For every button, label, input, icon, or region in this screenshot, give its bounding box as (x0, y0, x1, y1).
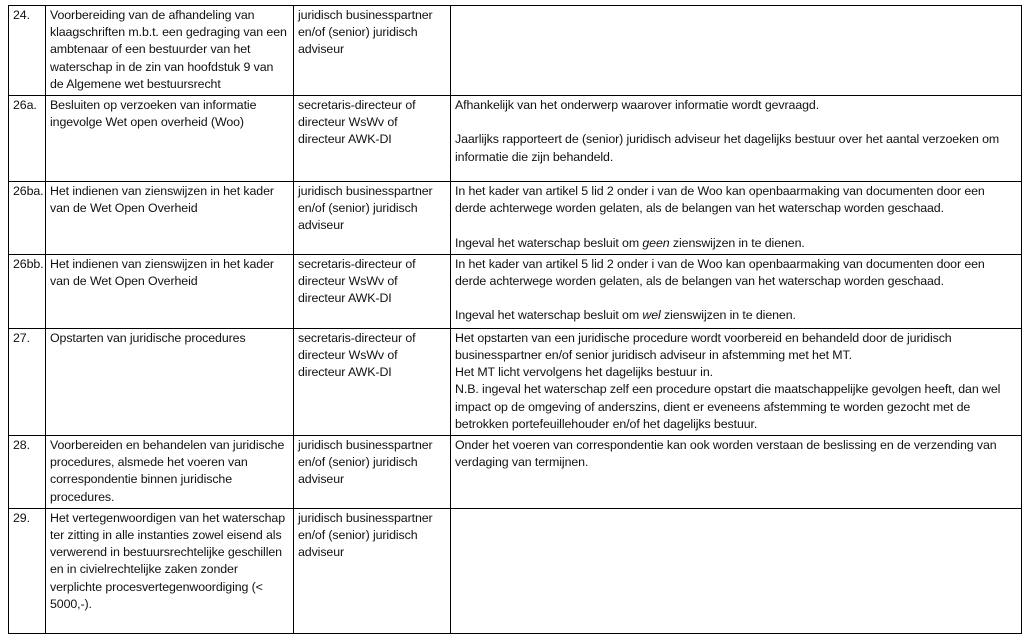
remarks-cell (451, 254, 1022, 328)
responsible-cell (294, 182, 451, 255)
row-number: 26bb. (13, 256, 44, 271)
remarks-text-segment: Onder het voeren van correspondentie kan ook worden verstaan de beslissing en de verzending van verdaging van termijnen. (455, 438, 997, 470)
row-number: 26ba. (13, 184, 44, 199)
table-row (9, 254, 1022, 328)
remarks-text-segment: Ingeval het waterschap besluit om (455, 308, 643, 323)
table-row (9, 182, 1022, 255)
remarks-text-segment: In het kader van artikel 5 lid 2 onder i van de Woo kan openbaarmaking van documenten door een derde achterwege worden gelaten, als de belangen van het waterschap worden geschaad. (455, 184, 985, 216)
responsible-text: juridisch businesspartner en/of (senior) juridisch adviseur (298, 438, 433, 487)
table-row (9, 328, 1022, 435)
task-text: Voorbereiden en behandelen van juridische procedures, alsmede het voeren van correspondentie binnen juridische procedures. (50, 438, 285, 504)
responsible-text: secretaris-directeur of directeur WsWv of directeur AWK-DI (298, 256, 416, 306)
responsible-text: secretaris-directeur of directeur WsWv of directeur AWK-DI (298, 98, 416, 147)
row-number-cell (9, 508, 46, 633)
table-row (9, 508, 1022, 633)
remarks-cell (451, 436, 1022, 509)
responsible-text: juridisch businesspartner en/of (senior) juridisch adviseur (298, 8, 433, 57)
row-number-cell (9, 96, 46, 182)
remarks-paragraph (455, 290, 1017, 307)
remarks-paragraph (455, 114, 1017, 131)
remarks-paragraph (455, 256, 1017, 290)
task-text: Het indienen van zienswijzen in het kader van de Wet Open Overheid (50, 184, 274, 216)
responsible-cell (294, 328, 451, 435)
remarks-cell (451, 328, 1022, 435)
remarks-text-segment: N.B. ingeval het waterschap zelf een procedure opstart die maatschappelijke gevolgen heeft, dan wel impact op de omgeving of anderszins, dient er eveneens afstemming te worden gezocht met de betrokken portefeuillehouder en/of het dagelijks bestuur. (455, 382, 1001, 431)
remarks-text-segment: zienswijzen in te dienen. (669, 235, 805, 250)
row-number-cell (9, 182, 46, 255)
remarks-paragraph (455, 381, 1017, 433)
remarks-paragraph (455, 437, 1017, 471)
remarks-cell (451, 6, 1022, 96)
row-number: 27. (13, 330, 30, 345)
task-cell (46, 508, 294, 633)
remarks-paragraph (455, 330, 1017, 364)
remarks-text-segment: Ingeval het waterschap besluit om (455, 235, 643, 250)
row-number-cell (9, 328, 46, 435)
responsible-cell (294, 6, 451, 96)
remarks-text-segment: zienswijzen in te dienen. (660, 308, 796, 323)
row-number: 29. (13, 510, 30, 525)
remarks-italic-segment: geen (642, 235, 670, 250)
responsible-text: juridisch businesspartner en/of (senior) juridisch adviseur (298, 510, 433, 560)
remarks-paragraph (455, 97, 1017, 114)
responsible-cell (294, 254, 451, 328)
task-text: Het vertegenwoordigen van het waterschap ter zitting in alle instanties zowel eisend als verwerend in bestuursrechtelijke geschillen en in civielrechtelijke zaken zonder verplichte procesvertegenwoordiging (< 5000,-). (50, 510, 286, 611)
remarks-text-segment: Afhankelijk van het onderwerp waarover informatie wordt gevraagd. (455, 98, 820, 113)
row-number-cell (9, 6, 46, 96)
row-number-cell (9, 254, 46, 328)
table-row (9, 436, 1022, 509)
remarks-text-segment: Jaarlijks rapporteert de (senior) juridisch adviseur het dagelijks bestuur over het aantal verzoeken om informatie die zijn behandeld. (455, 132, 1000, 164)
responsible-text: juridisch businesspartner en/of (senior) juridisch adviseur (298, 184, 433, 233)
task-cell (46, 328, 294, 435)
remarks-italic-segment: wel (642, 308, 661, 323)
responsible-cell (294, 508, 451, 633)
remarks-cell (451, 508, 1022, 633)
task-cell (46, 6, 294, 96)
table-body (9, 6, 1022, 634)
table-row (9, 96, 1022, 182)
remarks-paragraph (455, 183, 1017, 217)
responsible-cell (294, 96, 451, 182)
row-number: 28. (13, 438, 30, 453)
remarks-cell (451, 182, 1022, 255)
task-cell (46, 254, 294, 328)
row-number: 26a. (13, 98, 37, 113)
task-text: Voorbereiding van de afhandeling van klaagschriften m.b.t. een gedraging van een ambtenaar of een bestuurder van het waterschap in de zin van hoofdstuk 9 van de Algemene wet bestuursrecht (50, 8, 287, 91)
responsible-cell (294, 436, 451, 509)
remarks-text-segment: Het opstarten van een juridische procedure wordt voorbereid en behandeld door de juridisch businesspartner en/of senior juridisch adviseur in afstemming met het MT. (455, 330, 952, 363)
remarks-paragraph (455, 235, 1017, 252)
mandate-table (8, 5, 1022, 634)
task-text: Opstarten van juridische procedures (50, 330, 246, 345)
responsible-text: secretaris-directeur of directeur WsWv of directeur AWK-DI (298, 330, 416, 380)
remarks-text-segment: Het MT licht vervolgens het dagelijks bestuur in. (455, 365, 713, 380)
remarks-paragraph (455, 364, 1017, 381)
remarks-cell (451, 96, 1022, 182)
task-text: Het indienen van zienswijzen in het kader van de Wet Open Overheid (50, 256, 274, 289)
task-cell (46, 436, 294, 509)
task-cell (46, 182, 294, 255)
remarks-paragraph (455, 217, 1017, 234)
row-number: 24. (13, 8, 30, 22)
row-number-cell (9, 436, 46, 509)
remarks-paragraph (455, 307, 1017, 324)
remarks-text-segment: In het kader van artikel 5 lid 2 onder i van de Woo kan openbaarmaking van documenten door een derde achterwege worden gelaten, als de belangen van het waterschap worden geschaad. (455, 256, 985, 289)
task-text: Besluiten op verzoeken van informatie ingevolge Wet open overheid (Woo) (50, 98, 257, 130)
remarks-paragraph (455, 131, 1017, 165)
table-row (9, 6, 1022, 96)
task-cell (46, 96, 294, 182)
